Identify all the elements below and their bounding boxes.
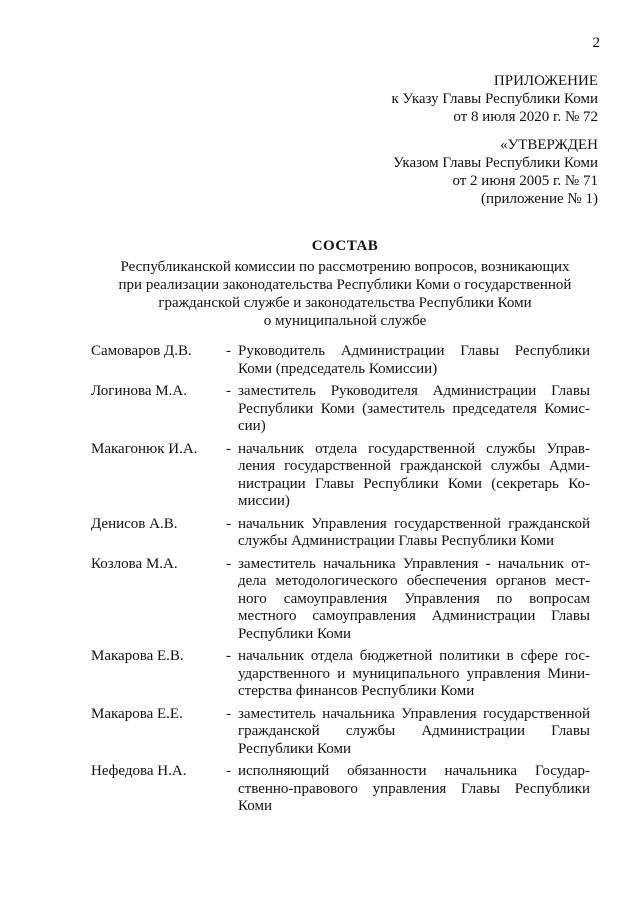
document-title: СОСТАВ <box>311 238 379 254</box>
member-role: исполняющий обязанности начальника Государственно-правового управления Главы Республики Коми <box>238 763 590 814</box>
member-name: Денисов А.В. <box>91 515 178 532</box>
member-dash: - <box>226 440 231 457</box>
member-dash: - <box>226 555 231 572</box>
member-role: заместитель начальника Управления - начальник отдела методологического обеспечения органов местного самоуправления Управления по вопросам местного самоуправления Администрации Главы Республики Коми <box>238 555 590 642</box>
member-row <box>91 516 590 551</box>
member-row <box>91 343 590 378</box>
member-dash: - <box>226 763 231 779</box>
member-name: Козлова М.А. <box>91 555 178 572</box>
member-name: Макарова Е.В. <box>91 648 184 664</box>
member-name: Макагонюк И.А. <box>91 440 198 457</box>
appendix-label: ПРИЛОЖЕНИЕ <box>493 73 598 89</box>
member-name: Логинова М.А. <box>91 383 187 399</box>
document-subtitle <box>100 258 590 330</box>
members-list <box>91 343 590 821</box>
member-role: начальник отдела бюджетной политики в сфере государственного и муниципального управления Министерства финансов Республики Коми <box>238 648 590 699</box>
member-role: заместитель Руководителя Администрации Главы Республики Коми (заместитель председателя Комиссии) <box>238 383 590 434</box>
member-role: Руководитель Администрации Главы Республики Коми (председатель Комиссии) <box>238 343 590 377</box>
member-row <box>91 706 590 759</box>
member-role: начальник отдела государственной службы Управления государственной гражданской службы Администрации Главы Республики Коми (секретарь Комиссии) <box>238 440 590 509</box>
approved-appendix-note: (приложение № 1) <box>480 191 598 207</box>
member-row <box>91 648 590 701</box>
member-role: начальник Управления государственной гражданской службы Администрации Главы Республики Коми <box>238 515 590 549</box>
subtitle-line: Республиканской комиссии по рассмотрению вопросов, возникающих <box>120 259 570 275</box>
approved-decree: Указом Главы Республики Коми <box>393 155 598 171</box>
member-role: заместитель начальника Управления государственной гражданской службы Администрации Главы Республики Коми <box>238 705 590 757</box>
member-row <box>91 441 590 511</box>
member-dash: - <box>226 705 231 722</box>
member-row <box>91 763 590 816</box>
member-name: Самоваров Д.В. <box>91 343 192 359</box>
page-number: 2 <box>592 35 600 51</box>
member-row <box>91 556 590 644</box>
appendix-header <box>391 72 598 126</box>
member-name: Нефедова Н.А. <box>91 763 187 779</box>
approved-header <box>393 136 598 208</box>
approved-date: от 2 июня 2005 г. № 71 <box>452 173 598 189</box>
member-dash: - <box>226 343 231 359</box>
member-name: Макарова Е.Е. <box>91 705 183 722</box>
approved-label: «УТВЕРЖДЕН <box>500 137 598 153</box>
member-dash: - <box>226 515 231 532</box>
subtitle-line: гражданской службе и законодательства Республики Коми <box>158 295 532 311</box>
subtitle-line: о муниципальной службе <box>263 313 427 329</box>
subtitle-line: при реализации законодательства Республики Коми о государственной <box>118 277 572 293</box>
member-dash: - <box>226 648 231 664</box>
member-row <box>91 383 590 436</box>
appendix-date: от 8 июля 2020 г. № 72 <box>453 109 598 125</box>
member-dash: - <box>226 383 231 399</box>
appendix-decree: к Указу Главы Республики Коми <box>391 91 598 107</box>
